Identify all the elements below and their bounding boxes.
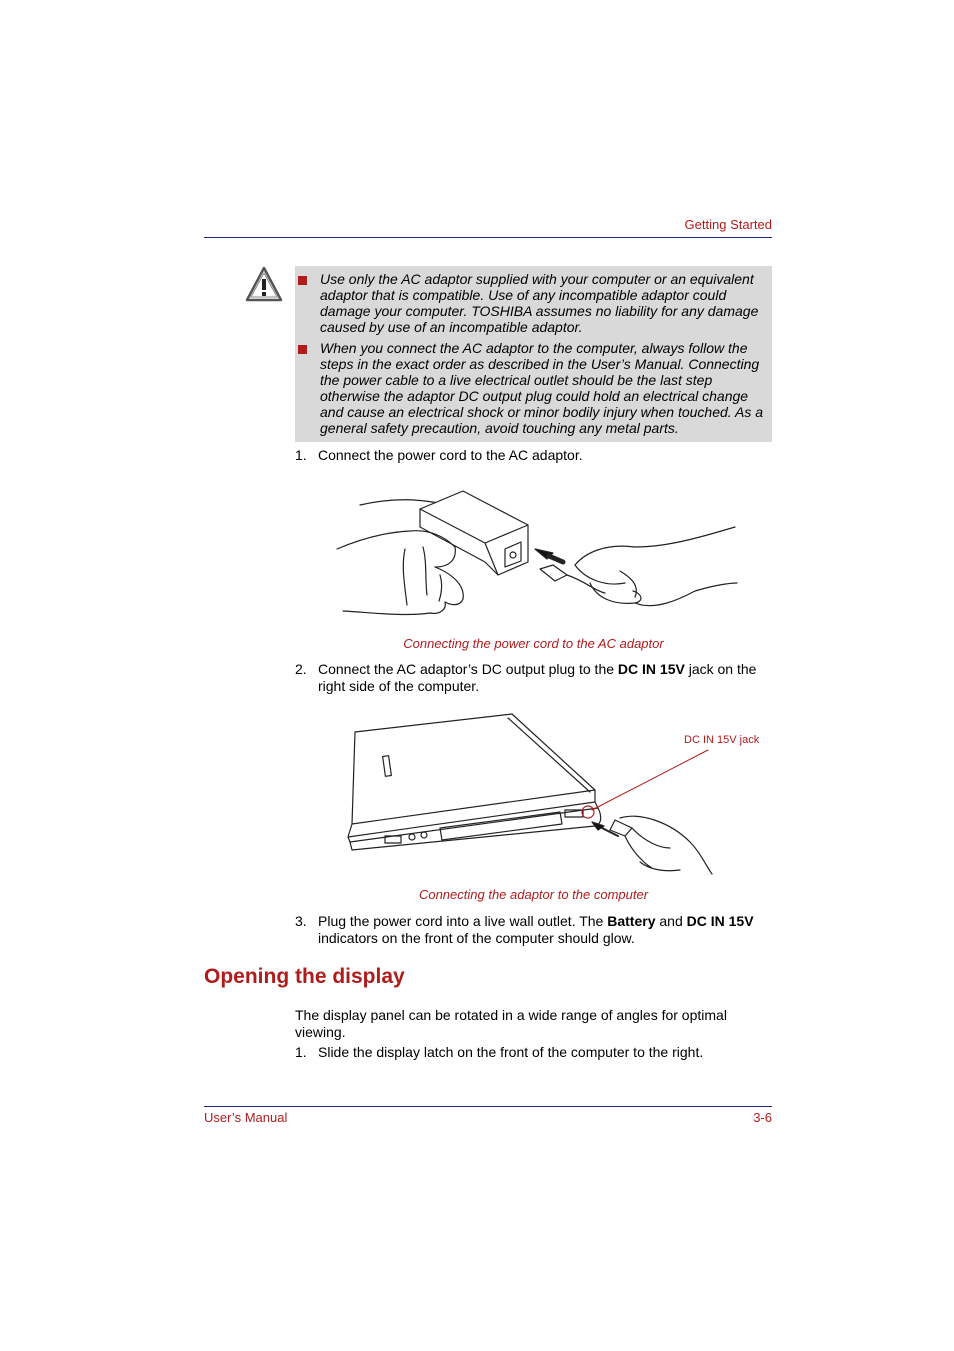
caution-box — [295, 266, 772, 442]
step-text — [318, 661, 772, 694]
bullet-square-icon — [298, 276, 307, 285]
step-text-part: indicators on the front of the computer should glow. — [318, 929, 635, 946]
footer-manual-title: User’s Manual — [204, 1110, 288, 1125]
step-number: 1. — [295, 447, 307, 463]
figure-caption: Connecting the power cord to the AC adaptor — [403, 636, 664, 651]
caution-text: Use only the AC adaptor supplied with your computer or an equivalent adaptor that is compatible. Use of any incompatible adaptor could damage your computer. TOSHIBA assumes no liability for any damage caused by use of an incompatible adaptor. — [320, 271, 759, 335]
running-header: Getting Started — [684, 217, 772, 232]
ac-adaptor-illustration — [335, 487, 740, 622]
step-number: 2. — [295, 661, 307, 677]
step-bold-text: Battery — [607, 913, 656, 929]
dc-in-jack-callout: DC IN 15V jack — [684, 734, 760, 746]
step-bold-text: DC IN 15V — [617, 661, 685, 677]
header-rule — [204, 237, 772, 238]
step-text — [318, 913, 772, 946]
step-text: Connect the power cord to the AC adaptor. — [318, 447, 583, 463]
footer-rule — [204, 1106, 772, 1107]
step-number: 1. — [295, 1044, 307, 1060]
warning-triangle-icon — [245, 265, 283, 303]
step-number: 3. — [295, 913, 307, 929]
laptop-dc-in-illustration — [340, 712, 720, 882]
page-number: 3-6 — [753, 1110, 772, 1125]
section-heading: Opening the display — [204, 965, 405, 988]
caution-text: When you connect the AC adaptor to the computer, always follow the steps in the exact order as described in the User’s Manual. Connecting the power cable to a live electrical outlet should be the last step otherwise the adaptor DC output plug could hold an electrical change and cause an electrical shock or minor bodily injury when touched. As a general safety precaution, avoid touching any metal parts. — [320, 340, 764, 436]
step-text-part: Plug the power cord into a live wall outlet. The — [318, 913, 608, 929]
step-text-part: Connect the AC adaptor’s DC output plug to the — [318, 661, 618, 677]
step-text-part: jack on the right side of the computer. — [318, 661, 757, 694]
section-paragraph: The display panel can be rotated in a wide range of angles for optimal viewing. — [295, 1007, 727, 1040]
step-bold-text: DC IN 15V — [686, 913, 754, 929]
figure-caption: Connecting the adaptor to the computer — [418, 887, 649, 902]
step-text-part: and — [655, 913, 687, 929]
bullet-square-icon — [298, 345, 307, 354]
step-text: Slide the display latch on the front of the computer to the right. — [318, 1044, 704, 1060]
